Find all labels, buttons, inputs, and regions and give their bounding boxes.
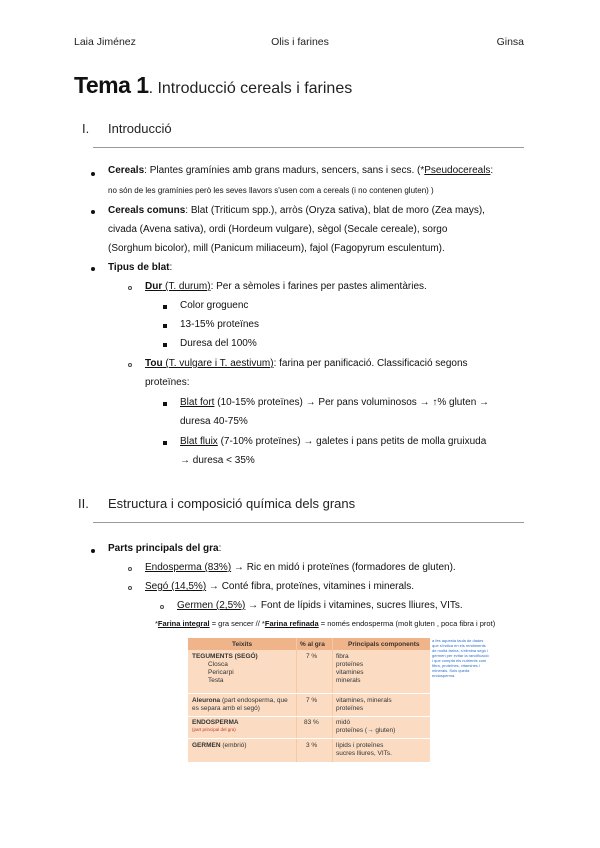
- comp-aleurona-1: vitamines, minerals: [336, 697, 392, 704]
- cereals-definition: [108, 161, 526, 180]
- table-column-divider: [296, 638, 297, 762]
- note-refinada-text: = només endosperma (molt gluten , poca fibra i prot): [318, 619, 496, 628]
- bullet-square: [163, 402, 167, 406]
- title-rest: . Introducció cereals i farines: [148, 80, 353, 97]
- percent-endosperma: 83 %: [304, 719, 319, 726]
- percent-teguments: 7 %: [306, 653, 318, 660]
- table-row-divider: [188, 693, 430, 694]
- comp-teguments-1: fibra: [336, 653, 349, 660]
- fluix-line-2: → duresa < 35%: [180, 455, 255, 466]
- germen-line: [177, 596, 463, 615]
- table-header-components: Principals components: [348, 641, 420, 648]
- section-2-heading: Estructura i composició química dels grans: [108, 496, 356, 511]
- farina-refinada-term: Farina refinada: [264, 619, 319, 628]
- tissue-sub-1: Closca: [208, 661, 228, 668]
- table-header-tissue: Teixits: [232, 641, 253, 648]
- document-subject: Olis i farines: [271, 36, 329, 48]
- bullet-circle: [128, 363, 132, 367]
- page-title: [74, 72, 352, 99]
- comp-endosperma-1: midó: [336, 719, 351, 726]
- bullet-circle: [128, 586, 132, 590]
- aleurona-term: Aleurona: [192, 697, 221, 704]
- comp-teguments-2: proteïnes: [336, 661, 364, 668]
- bullet-circle: [160, 605, 164, 609]
- fluix-line-1: [180, 432, 486, 451]
- tou-species: (T. vulgare i T. aestivum): [162, 358, 274, 369]
- endosperma-note: (part principal del gra): [192, 727, 236, 732]
- comp-teguments-4: minerals: [336, 677, 361, 684]
- germen-term-table: GERMEN: [192, 742, 221, 749]
- bullet-dot: [91, 267, 95, 271]
- cereals-text: : Plantes gramínies amb grans madurs, sencers, sans i secs. (*: [144, 165, 425, 176]
- fort-term: Blat fort: [180, 397, 215, 408]
- dur-species: (T. durum): [162, 281, 211, 292]
- tou-text: : farina per panificació. Classificació segons: [273, 358, 468, 369]
- pseudocereals-colon: :: [490, 165, 494, 176]
- table-column-divider: [332, 638, 333, 762]
- section-2-divider: [93, 522, 524, 523]
- note-integral-text: = gra sencer // *: [209, 619, 265, 628]
- comp-germen-1: lípids i proteïnes: [336, 742, 384, 749]
- fort-line-1: [180, 393, 489, 412]
- bullet-dot: [91, 172, 95, 176]
- sego-text: → Conté fibra, proteïnes, vitamines i minerals.: [206, 581, 415, 592]
- title-main: Tema 1: [74, 72, 149, 98]
- tipus-blat-colon: :: [169, 262, 173, 273]
- bullet-square: [163, 343, 167, 347]
- table-row-divider: [188, 716, 430, 717]
- germen-note: (embrió): [222, 742, 247, 749]
- fort-line-2: duresa 40-75%: [180, 416, 248, 427]
- table-row-divider: [188, 738, 430, 739]
- bullet-dot: [91, 549, 95, 553]
- parts-gra-colon: :: [218, 543, 222, 554]
- dur-item-3: Duresa del 100%: [180, 338, 257, 349]
- bullet-dot: [91, 210, 95, 214]
- bullet-square: [163, 305, 167, 309]
- parts-gra-term: Parts principals del gra: [108, 543, 219, 554]
- section-1-divider: [93, 147, 524, 148]
- dur-text: : Per a sèmoles i farines per pastes alimentàries.: [210, 281, 427, 292]
- comp-endosperma-2: proteïnes (→ gluten): [336, 727, 396, 734]
- cereals-term: Cereals: [108, 165, 145, 176]
- comp-teguments-3: vitamines: [336, 669, 364, 676]
- section-1-heading: Introducció: [108, 121, 172, 136]
- bullet-square: [163, 441, 167, 445]
- comuns-line-3: (Sorghum bicolor), mill (Panicum miliaceum), fajol (Fagopyrum esculentum).: [108, 243, 445, 254]
- table-header-percent: % al gra: [300, 641, 325, 648]
- endosperma-text: → Ric en midó i proteïnes (formadores de gluten).: [231, 562, 456, 573]
- percent-aleurona: 7 %: [306, 697, 318, 704]
- tipus-blat-term: Tipus de blat: [108, 262, 170, 273]
- bullet-circle: [128, 567, 132, 571]
- note-asterisk: *: [155, 619, 158, 628]
- bullet-circle: [128, 286, 132, 290]
- parts-gra-heading: [108, 539, 221, 558]
- tissue-sub-2: Pericarpi: [208, 669, 234, 676]
- endosperma-term: Endosperma (83%): [145, 562, 232, 573]
- section-1-number: I.: [82, 121, 90, 136]
- grain-composition-table: [188, 638, 430, 762]
- farina-integral-term: Farina integral: [157, 619, 210, 628]
- cereals-comuns-term: Cereals comuns: [108, 205, 186, 216]
- comp-germen-2: sucres lliures, VITs.: [336, 750, 392, 757]
- comuns-line-2: civada (Avena sativa), ordi (Hordeum vulgare), sègol (Secale cereale), sorgo: [108, 224, 448, 235]
- percent-germen: 3 %: [306, 742, 318, 749]
- endosperma-line: [145, 558, 456, 577]
- school-name: Ginsa: [496, 36, 524, 48]
- germen-term: Germen (2,5%): [177, 600, 246, 611]
- section-2-number: II.: [78, 496, 89, 511]
- comp-aleurona-2: proteïnes: [336, 705, 364, 712]
- pseudocereals-term: Pseudocereals: [424, 165, 491, 176]
- tissue-aleurona: [192, 697, 294, 712]
- farina-note: [155, 615, 495, 632]
- germen-text: → Font de lípids i vitamines, sucres lliures, VITs.: [245, 600, 463, 611]
- aleurona-note: (part endosperma, que es separa amb el segó): [192, 697, 288, 712]
- comuns-text-1: : Blat (Triticum spp.), arròs (Oryza sativa), blat de moro (Zea mays),: [185, 205, 485, 216]
- blat-fort-block: [180, 393, 489, 431]
- dur-item-2: 13-15% proteïnes: [180, 319, 259, 330]
- pseudocereals-note: no són de les gramínies però les seves llavors s'usen com a cereals (i no contenen gluten) ): [108, 186, 434, 195]
- tissue-germen: [192, 742, 247, 750]
- tou-line-1: [145, 354, 526, 373]
- blat-tou-block: [145, 354, 526, 392]
- comuns-line-1: [108, 201, 526, 220]
- tou-term: Tou: [145, 358, 163, 369]
- tissue-teguments: TEGUMENTS (SEGÓ): [192, 653, 258, 660]
- dur-term: Dur: [145, 281, 163, 292]
- author-name: Laia Jiménez: [74, 36, 136, 48]
- fluix-text: (7-10% proteïnes) → galetes i pans petits de molla gruixuda: [217, 436, 487, 447]
- tipus-blat-heading: [108, 258, 172, 277]
- sego-line: [145, 577, 414, 596]
- tissue-sub-3: Testa: [208, 677, 224, 684]
- bullet-square: [163, 324, 167, 328]
- blat-fluix-block: [180, 432, 486, 470]
- tissue-endosperma: ENDOSPERMA: [192, 719, 239, 726]
- tou-line-2: proteïnes:: [145, 377, 190, 388]
- sego-term: Segó (14,5%): [145, 581, 207, 592]
- cereals-comuns-block: [108, 201, 526, 258]
- dur-item-1: Color groguenc: [180, 300, 249, 311]
- table-side-note: a fes aquesta taula de dades que s'indica en els rendiments de molta farina, s'elimina segó i gèrmen per evitar la rancificació i que compta els nutrients com fibra, proteïnes, vitamines i minerals. Sols queda endosperma.: [432, 638, 489, 678]
- blat-dur-line: [145, 277, 427, 296]
- fluix-term: Blat fluix: [180, 436, 218, 447]
- fort-text: (10-15% proteïnes) → Per pans voluminosos → ↑% gluten →: [214, 397, 490, 408]
